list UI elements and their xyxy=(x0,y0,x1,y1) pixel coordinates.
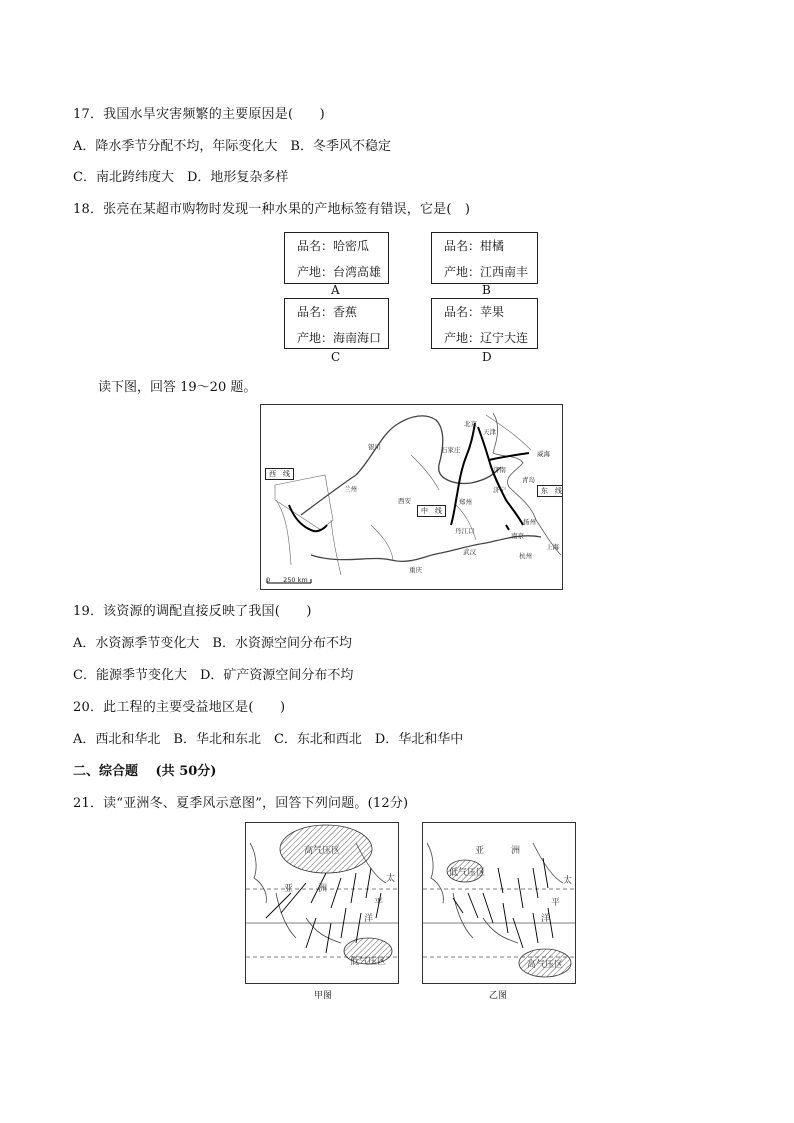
winter-tai-label: 太 xyxy=(386,874,396,884)
summer-low-pressure-label: 低气压区 xyxy=(449,868,486,878)
q21-stem: 21．读“亚洲冬、夏季风示意图”，回答下列问题。(12分) xyxy=(73,796,409,811)
yangtze-river xyxy=(311,536,541,562)
middle-route xyxy=(451,423,509,530)
label-a-name: 品名：哈密瓜 xyxy=(297,239,370,253)
label-a xyxy=(284,232,389,284)
intro-19-20: 读下图，回答 19～20 题。 xyxy=(98,380,257,395)
city-zhengzhou: 郑州 xyxy=(459,498,472,506)
summer-zhou-label: 洲 xyxy=(511,846,521,856)
summer-high-pressure-label: 高气压区 xyxy=(527,960,564,970)
middle-line-label: 中 线 xyxy=(417,505,446,517)
q18-stem: 18．张亮在某超市购物时发现一种水果的产地标签有错误，它是( ) xyxy=(73,202,471,217)
city-jinan: 济南 xyxy=(493,466,506,474)
label-b-letter: B xyxy=(482,283,491,297)
city-weihai: 威海 xyxy=(537,450,550,458)
label-b-name: 品名：柑橘 xyxy=(444,239,505,253)
q19-options-row1: A．水资源季节变化大 B．水资源空间分布不均 xyxy=(73,636,352,651)
q17-stem: 17．我国水旱灾害频繁的主要原因是( ) xyxy=(73,107,325,122)
label-a-letter: A xyxy=(331,283,340,297)
city-qingdao: 青岛 xyxy=(522,476,535,484)
water-transfer-map xyxy=(260,404,563,590)
city-beijing: 北京 xyxy=(464,420,477,428)
city-yinchuan: 银川 xyxy=(368,443,381,451)
summer-tai-label: 太 xyxy=(563,876,573,886)
east-line-label: 东 线 xyxy=(537,485,563,497)
city-tianjin: 天津 xyxy=(483,428,496,436)
city-shanghai: 上海 xyxy=(546,543,559,551)
label-c-origin: 产地：海南海口 xyxy=(297,331,382,345)
q17-options-row1: A．降水季节分配不均，年际变化大 B．冬季风不稳定 xyxy=(73,139,391,154)
map-drawing xyxy=(261,405,562,589)
section2-title: 二、综合题 (共 50分) xyxy=(73,764,217,779)
summer-yang-label: 洋 xyxy=(541,914,551,924)
label-d-letter: D xyxy=(482,350,492,364)
label-d-origin: 产地：辽宁大连 xyxy=(444,331,529,345)
label-c xyxy=(284,298,389,349)
city-jining: 济宁 xyxy=(493,486,506,494)
city-yangzhou: 扬州 xyxy=(523,518,536,526)
winter-asia-label: 亚 xyxy=(284,884,294,894)
city-hangzhou: 杭州 xyxy=(519,552,532,560)
label-b xyxy=(431,232,538,284)
summer-asia-label: 亚 xyxy=(475,846,485,856)
winter-zhou-label: 洲 xyxy=(318,884,328,894)
east-route xyxy=(478,427,523,525)
q17-options-row2: C．南北跨纬度大 D．地形复杂多样 xyxy=(73,170,289,185)
winter-map-caption: 甲图 xyxy=(314,991,333,1001)
winter-high-pressure-label: 高气压区 xyxy=(304,846,341,856)
q19-stem: 19．该资源的调配直接反映了我国( ) xyxy=(73,604,312,619)
summer-map-caption: 乙图 xyxy=(489,991,508,1001)
monsoon-map-summer xyxy=(422,822,576,984)
label-d xyxy=(431,298,538,349)
label-a-origin: 产地：台湾高雄 xyxy=(297,265,382,279)
city-shijiazhuang: 石家庄 xyxy=(441,446,461,454)
west-line-label: 西 线 xyxy=(265,468,294,480)
scale-bar-label: 0 250 km xyxy=(266,576,308,584)
winter-low-pressure-label: 低气压区 xyxy=(350,957,387,967)
label-c-name: 品名：香蕉 xyxy=(297,305,358,319)
city-wuhan: 武汉 xyxy=(463,548,476,556)
q20-stem: 20．此工程的主要受益地区是( ) xyxy=(73,700,286,715)
city-danjiangkou: 丹江口 xyxy=(455,527,475,535)
city-xian: 西安 xyxy=(398,497,411,505)
winter-ping-label: 平 xyxy=(374,898,384,908)
label-b-origin: 产地：江西南丰 xyxy=(444,265,529,279)
label-d-name: 品名：苹果 xyxy=(444,305,505,319)
west-route xyxy=(289,505,327,531)
city-chongqing: 重庆 xyxy=(409,566,422,574)
city-lanzhou: 兰州 xyxy=(344,485,357,493)
q20-options-row1: A．西北和华北 B．华北和东北 C．东北和西北 D．华北和华中 xyxy=(73,732,464,747)
summer-ping-label: 平 xyxy=(551,898,561,908)
city-nanjing: 南京 xyxy=(511,532,524,540)
winter-yang-label: 洋 xyxy=(364,914,374,924)
label-c-letter: C xyxy=(331,350,341,364)
monsoon-map-winter xyxy=(245,822,399,984)
q19-options-row2: C．能源季节变化大 D．矿产资源空间分布不均 xyxy=(73,668,354,683)
